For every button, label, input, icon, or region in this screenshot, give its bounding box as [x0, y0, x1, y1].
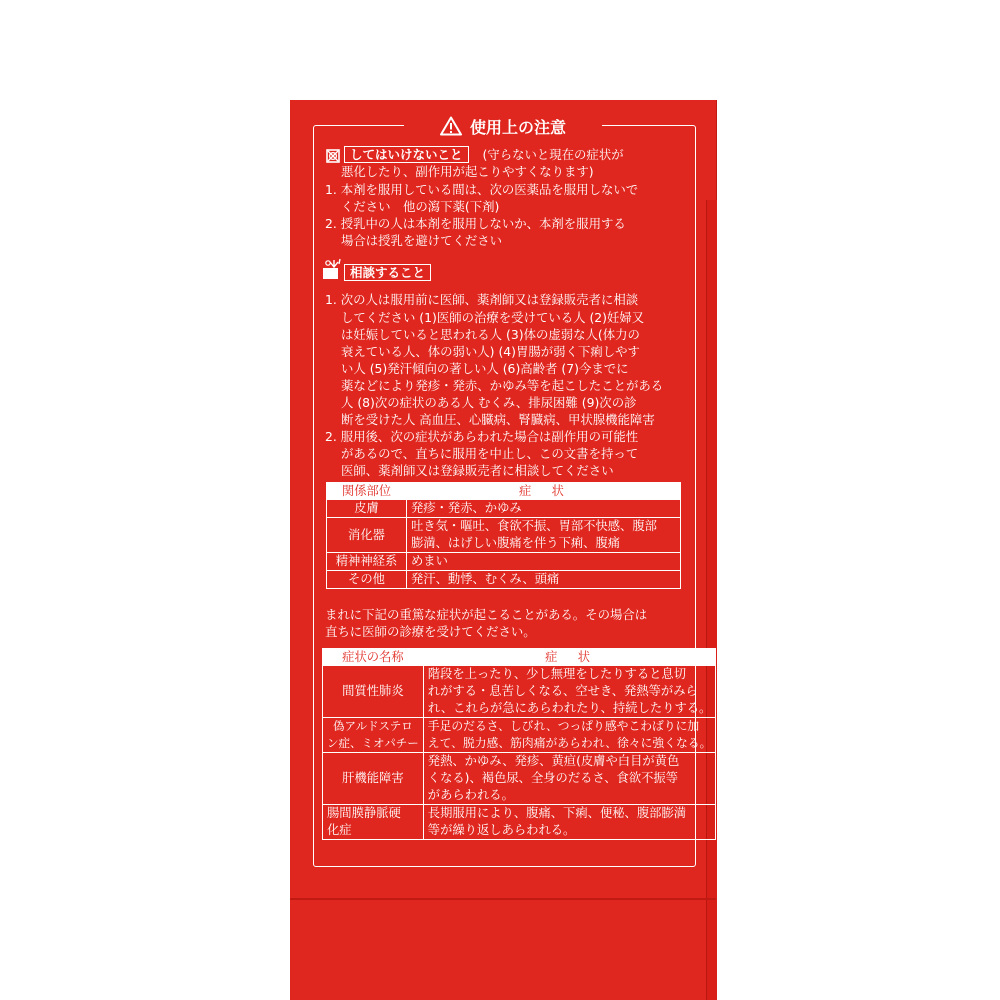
row-part: 皮膚 — [327, 500, 407, 518]
table-row — [323, 666, 716, 718]
row-name: 肝機能障害 — [342, 771, 404, 785]
consult-item-1-line-5: い人 (5)発汗傾向の著しい人 (6)高齢者 (7)今までに — [341, 361, 629, 376]
row-symptom-line: 発疹・発赤、かゆみ — [411, 501, 522, 515]
row-part: その他 — [327, 571, 407, 589]
consult-icon — [322, 258, 342, 280]
row-symptom-line: 発汗、動悸、むくみ、頭痛 — [411, 572, 560, 586]
prohibited-icon — [326, 149, 340, 163]
serious-symptoms-table — [322, 648, 716, 840]
package-bottom-edge — [290, 898, 716, 900]
notice-title-text: 使用上の注意 — [469, 117, 566, 137]
header-part: 関係部位 — [327, 483, 407, 500]
consult-item-1-line-7: 人 (8)次の症状のある人 むくみ、排尿困難 (9)次の診 — [341, 395, 637, 410]
serious-note-line-2: 直ちに医師の診療を受けてください。 — [325, 624, 536, 639]
row-name: ン症、ミオパチー — [327, 736, 419, 750]
consult-item-1-line-6: 薬などにより発疹・発赤、かゆみ等を起こしたことがある — [341, 378, 664, 393]
prohibited-item-1-line-1: 1. 本剤を服用している間は、次の医薬品を服用しないで — [325, 182, 639, 197]
warning-icon — [440, 116, 462, 136]
consult-header: 相談すること — [344, 264, 431, 281]
row-symptom-line: があらわれる。 — [427, 788, 514, 802]
row-symptom-line: 発熱、かゆみ、発疹、黄疸(皮膚や白目が黄色 — [427, 754, 680, 768]
prohibited-item-2-line-2: 場合は授乳を避けてください — [341, 233, 503, 248]
row-symptom-line: れがする・息苦しくなる、空せき、発熱等がみら — [427, 684, 698, 698]
row-symptom-line: れ、これらが急にあらわれたり、持続したりする。 — [427, 701, 712, 715]
notice-title — [404, 114, 602, 138]
header-name: 症状の名称 — [323, 649, 424, 666]
side-effects-table — [326, 482, 681, 589]
header-symptom: 症 状 — [407, 483, 681, 500]
table-row — [323, 753, 716, 805]
consult-item-1-line-1: 1. 次の人は服用前に医師、薬剤師又は登録販売者に相談 — [325, 292, 639, 307]
prohibited-item-2-line-1: 2. 授乳中の人は本剤を服用しないか、本剤を服用する — [325, 216, 626, 231]
row-part: 精神神経系 — [327, 553, 407, 571]
prohibited-header: してはいけないこと — [344, 146, 469, 163]
row-symptom-line: 長期服用により、腹痛、下痢、便秘、腹部膨満 — [427, 806, 687, 820]
row-name: 間質性肺炎 — [342, 684, 404, 698]
row-name: 偽アルドステロ — [333, 719, 413, 733]
prohibited-note-2: 悪化したり、副作用が起こりやすくなります) — [341, 164, 594, 179]
consult-item-2-line-2: があるので、直ちに服用を中止し、この文書を持って — [341, 446, 639, 461]
row-symptom-line: くなる)、褐色尿、全身のだるさ、食欲不振等 — [427, 771, 679, 785]
table-row — [327, 571, 681, 589]
consult-item-2-line-3: 医師、薬剤師又は登録販売者に相談してください — [341, 463, 614, 478]
row-name: 腸間膜静脈硬 — [327, 806, 401, 820]
header-symptom: 症 状 — [423, 649, 716, 666]
prohibited-note-1: (守らないと現在の症状が — [482, 147, 624, 162]
row-symptom-line: えて、脱力感、筋肉痛があらわれ、徐々に強くなる。 — [427, 736, 712, 750]
package-side-flap — [706, 200, 717, 1000]
consult-item-1-line-4: 衰えている人、体の弱い人) (4)胃腸が弱く下痢しやす — [341, 344, 640, 359]
consult-header-row — [344, 264, 431, 281]
consult-item-1-line-3: は妊娠していると思われる人 (3)体の虚弱な人(体力の — [341, 327, 640, 342]
row-symptom-line: 手足のだるさ、しびれ、つっぱり感やこわばりに加 — [427, 719, 700, 733]
row-symptom-line: 階段を上ったり、少し無理をしたりすると息切 — [427, 667, 687, 681]
side-effects-table-header — [327, 483, 681, 500]
serious-note-line-1: まれに下記の重篤な症状が起こることがある。その場合は — [325, 607, 648, 622]
row-symptom-line: めまい — [411, 554, 448, 568]
consult-item-2-line-1: 2. 服用後、次の症状があらわれた場合は副作用の可能性 — [325, 429, 639, 444]
consult-item-1-line-8: 断を受けた人 高血圧、心臓病、腎臓病、甲状腺機能障害 — [341, 412, 655, 427]
table-row — [323, 718, 716, 753]
consult-item-1-line-2: してください (1)医師の治療を受けている人 (2)妊婦又 — [341, 310, 645, 325]
table-row — [323, 805, 716, 840]
prohibited-item-1-line-2: ください 他の瀉下薬(下剤) — [341, 199, 500, 214]
row-symptom-line: 等が繰り返しあらわれる。 — [427, 823, 576, 837]
table-row — [327, 553, 681, 571]
row-symptom-line: 吐き気・嘔吐、食欲不振、胃部不快感、腹部 — [411, 519, 657, 533]
row-name: 化症 — [327, 823, 352, 837]
row-part: 消化器 — [327, 518, 407, 553]
table-row — [327, 518, 681, 553]
prohibited-header-row — [344, 146, 624, 163]
serious-table-header — [323, 649, 716, 666]
table-row — [327, 500, 681, 518]
row-symptom-line: 膨満、はげしい腹痛を伴う下痢、腹痛 — [411, 536, 621, 550]
